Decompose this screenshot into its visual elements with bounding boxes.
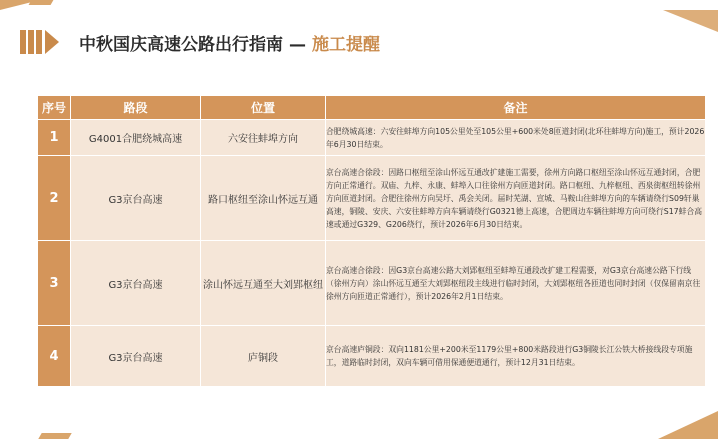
row-number: 4 [38,326,71,387]
corner-decoration-top-right [663,10,718,32]
row-note: 合肥绕城高速：六安往蚌埠方向105公里处至105公里+600米处8匝道封闭(北环往蚌埠方向)施工，预计2026年6月30日结束。 [326,120,706,156]
header-location: 位置 [201,96,326,120]
title-accent: 施工提醒 [312,34,380,55]
row-note: 京台高速合徐段：因G3京台高速公路大刘郢枢纽至蚌埠互通段改扩建工程需要，对G3京台高速公路下行线（徐州方向）涂山怀远互通至大刘郢枢纽段主线进行临时封闭，大刘郢枢纽各匝道也同时封闭（仅保留南京往徐州方向匝道正常通行），预计2026年2月1日结束。 [326,241,706,326]
row-road: G3京台高速 [71,241,201,326]
table-row [38,156,706,241]
row-location: 路口枢纽至涂山怀远互通 [201,156,326,241]
table-row [38,120,706,156]
row-location: 六安往蚌埠方向 [201,120,326,156]
title-main: 中秋国庆高速公路出行指南 [79,34,283,55]
table-row [38,326,706,387]
page-title [79,30,380,55]
row-number: 2 [38,156,71,241]
row-number: 1 [38,120,71,156]
table-header-row [38,96,706,120]
title-dash: — [289,34,306,55]
row-note: 京台高速合徐段：因路口枢纽至涂山怀远互通改扩建施工需要，徐州方向路口枢纽至涂山怀远互通封闭，合肥方向正常通行。双庙、九梓、永康、蚌埠入口往徐州方向匝道封闭。路口枢纽、九梓枢纽、西泉街枢纽转徐州方向匝道封闭。合肥往徐州方向吴圩、禹会关闭。届时芜湖、宣城、马鞍山往蚌埠方向的车辆请绕行S09轩巢高速，铜陵、安庆、六安往蚌埠方向车辆请绕行G0321德上高速，合肥周边车辆往蚌埠方向可绕行S17蚌合高速或通过G329、G206绕行，预计2026年6月30日结束。 [326,156,706,241]
table-row [38,241,706,326]
row-location: 庐铜段 [201,326,326,387]
page-header [20,28,380,56]
title-arrow-icon [20,29,59,55]
header-number: 序号 [38,96,71,120]
row-number: 3 [38,241,71,326]
header-road: 路段 [71,96,201,120]
corner-stripe-bottom-left [38,433,71,439]
corner-decoration-bottom-right [658,411,718,439]
corner-stripe-top-left [29,0,54,5]
row-road: G3京台高速 [71,156,201,241]
header-note: 备注 [326,96,706,120]
row-road: G4001合肥绕城高速 [71,120,201,156]
construction-table [37,95,706,387]
row-note: 京台高速庐铜段：双向1181公里+200米至1179公里+800米路段进行G3铜陵长江公铁大桥接线段专项施工，道路临时封闭，双向车辆可借用保通便道通行，预计12月31日结束。 [326,326,706,387]
row-road: G3京台高速 [71,326,201,387]
row-location: 涂山怀远互通至大刘郢枢纽 [201,241,326,326]
